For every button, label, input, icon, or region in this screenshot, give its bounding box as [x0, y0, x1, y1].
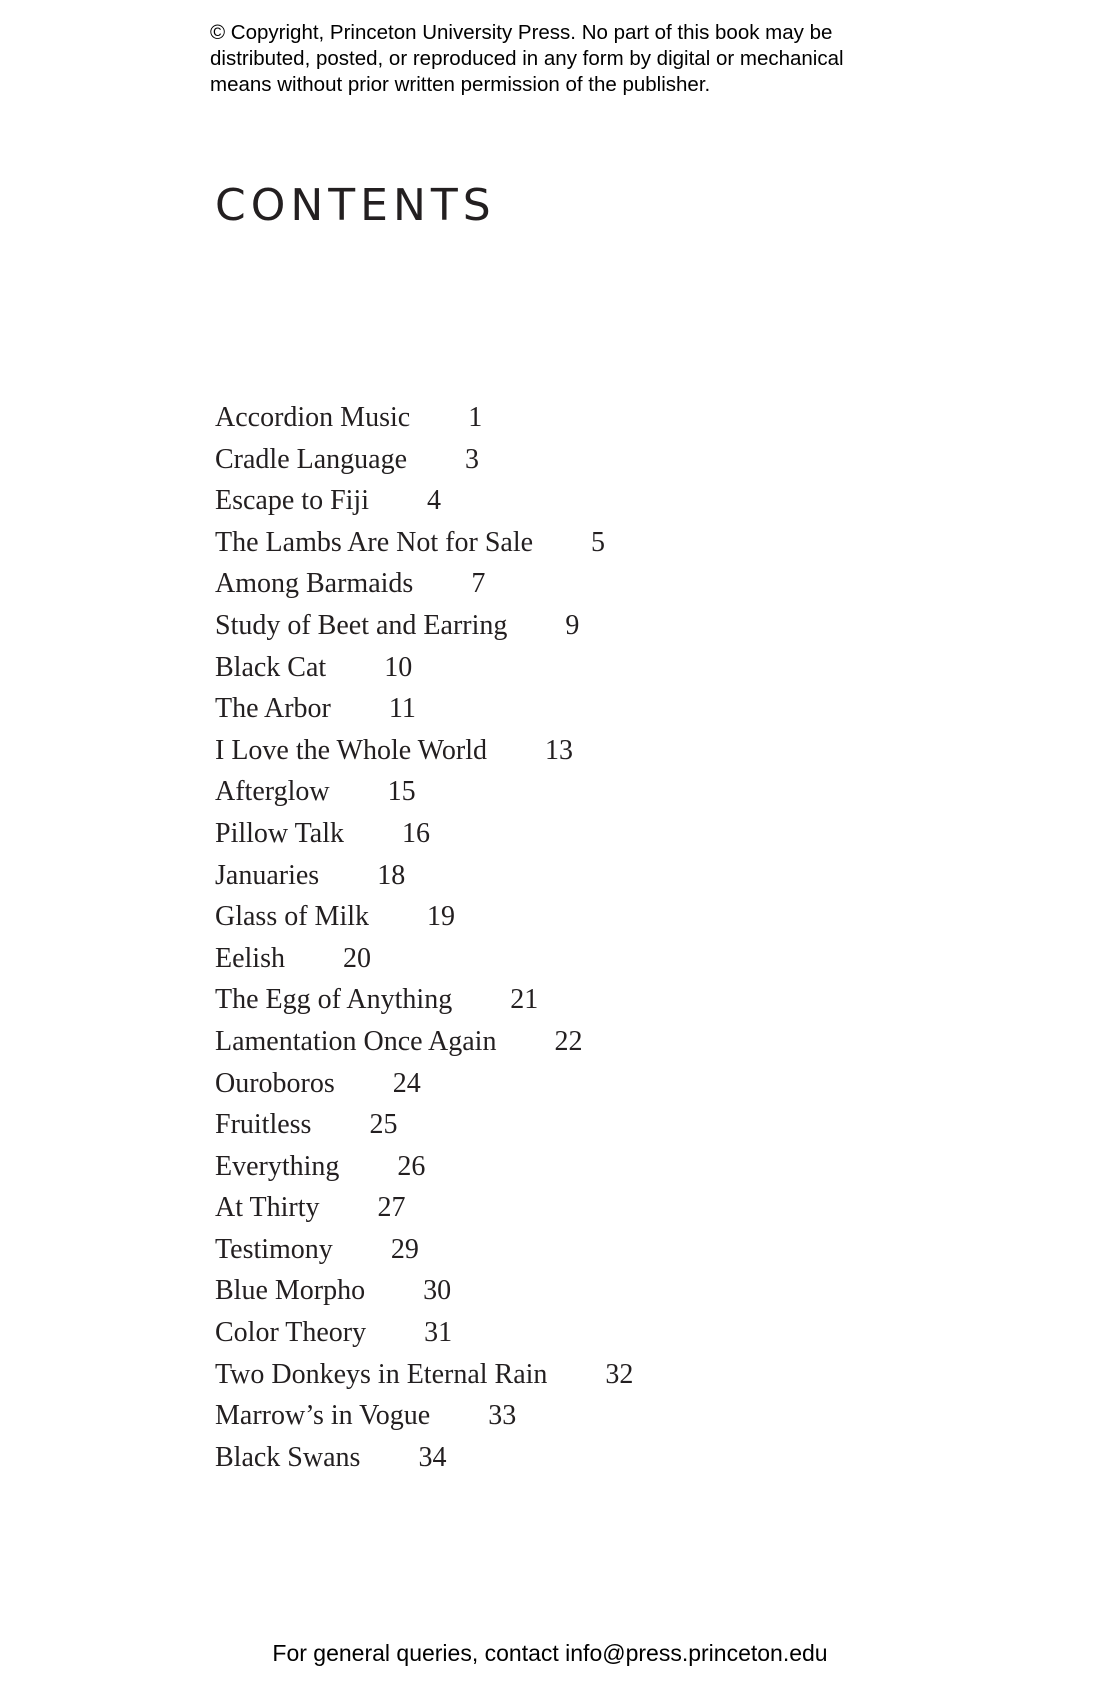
toc-entry-title: At Thirty [215, 1192, 320, 1224]
toc-entry-page-number: 20 [343, 942, 371, 974]
toc-entry [215, 1437, 633, 1479]
toc-entry-page-number: 22 [554, 1025, 583, 1057]
toc-entry-title: Blue Morpho [215, 1275, 366, 1307]
toc-entry-page-number: 30 [423, 1275, 452, 1307]
toc-entry-page-number: 16 [401, 817, 430, 849]
toc-entry [215, 522, 633, 564]
toc-entry-title: Everything [215, 1150, 340, 1182]
toc-entry-page-number: 1 [468, 402, 483, 433]
toc-entry [215, 813, 633, 855]
toc-entry-title: Two Donkeys in Eternal Rain [215, 1358, 548, 1390]
toc-entry-page-number: 31 [424, 1317, 453, 1349]
toc-entry-page-number: 24 [392, 1067, 421, 1099]
toc-entry [215, 605, 633, 647]
page-title: CONTENTS [215, 180, 496, 231]
toc-entry-title: Cradle Language [215, 443, 408, 475]
toc-entry-page-number: 10 [384, 651, 413, 683]
toc-entry-page-number: 19 [427, 901, 455, 933]
toc-entry [215, 1229, 633, 1271]
toc-entry-page-number: 33 [488, 1400, 517, 1432]
toc-entry-title: Among Barmaids [215, 568, 414, 600]
toc-entry-page-number: 25 [369, 1109, 398, 1141]
toc-entry-title: I Love the Whole World [215, 734, 487, 766]
toc-entry-title: Lamentation Once Again [215, 1025, 497, 1057]
toc-entry [215, 1146, 633, 1188]
toc-entry-page-number: 34 [418, 1441, 447, 1473]
toc-entry [215, 1270, 633, 1312]
toc-entry [215, 1063, 633, 1105]
toc-entry-title: Afterglow [215, 776, 330, 808]
copyright-line: distributed, posted, or reproduced in any form by digital or mechanical [210, 47, 844, 70]
toc-entry [215, 647, 633, 689]
table-of-contents [215, 397, 633, 1478]
toc-entry-title: Black Cat [215, 651, 327, 683]
toc-entry [215, 855, 633, 897]
toc-entry [215, 1187, 633, 1229]
toc-entry [215, 938, 633, 980]
toc-entry [215, 730, 633, 772]
toc-entry-title: Accordion Music [215, 402, 411, 433]
toc-entry-page-number: 26 [397, 1150, 426, 1182]
toc-entry [215, 563, 633, 605]
toc-entry-title: Black Swans [215, 1441, 361, 1473]
toc-entry [215, 397, 633, 439]
toc-entry-title: Ouroboros [215, 1067, 335, 1099]
toc-entry-title: Glass of Milk [215, 901, 369, 933]
toc-entry-page-number: 3 [465, 443, 480, 475]
toc-entry-title: Study of Beet and Earring [215, 609, 508, 641]
copyright-line: means without prior written permission of the publisher. [210, 73, 711, 96]
toc-entry-title: Pillow Talk [215, 817, 344, 849]
toc-entry-title: Color Theory [215, 1317, 367, 1349]
toc-entry-title: The Egg of Anything [215, 984, 453, 1016]
footer-contact: For general queries, contact info@press.princeton.edu [272, 1640, 828, 1666]
toc-entry [215, 771, 633, 813]
toc-entry-page-number: 29 [390, 1233, 419, 1265]
toc-entry-page-number: 32 [605, 1358, 634, 1390]
toc-entry [215, 1312, 633, 1354]
toc-entry [215, 480, 633, 522]
toc-entry-page-number: 18 [377, 859, 406, 891]
toc-entry-title: The Lambs Are Not for Sale [215, 526, 534, 558]
toc-entry-page-number: 9 [565, 609, 580, 641]
toc-entry [215, 688, 633, 730]
toc-entry-title: Marrow’s in Vogue [215, 1400, 431, 1432]
toc-entry-title: Januaries [215, 859, 320, 891]
copyright-line: © Copyright, Princeton University Press. No part of this book may be [210, 21, 833, 44]
toc-entry [215, 1021, 633, 1063]
toc-entry [215, 439, 633, 481]
toc-entry [215, 1354, 633, 1396]
toc-entry-title: Fruitless [215, 1109, 312, 1141]
toc-entry [215, 896, 633, 938]
toc-entry-page-number: 21 [510, 984, 539, 1016]
toc-entry-page-number: 11 [388, 693, 416, 725]
toc-entry-page-number: 7 [471, 568, 486, 600]
toc-entry-page-number: 13 [544, 734, 573, 766]
toc-entry-page-number: 15 [387, 776, 416, 808]
toc-entry [215, 1395, 633, 1437]
toc-entry-title: Eelish [215, 942, 285, 974]
toc-entry-page-number: 27 [377, 1192, 406, 1224]
toc-entry-title: The Arbor [215, 693, 331, 725]
toc-entry-page-number: 4 [426, 485, 441, 517]
toc-entry [215, 979, 633, 1021]
toc-entry-title: Testimony [215, 1233, 333, 1265]
toc-entry-title: Escape to Fiji [215, 485, 369, 517]
toc-entry [215, 1104, 633, 1146]
copyright-notice [210, 20, 910, 98]
toc-entry-page-number: 5 [591, 526, 606, 558]
